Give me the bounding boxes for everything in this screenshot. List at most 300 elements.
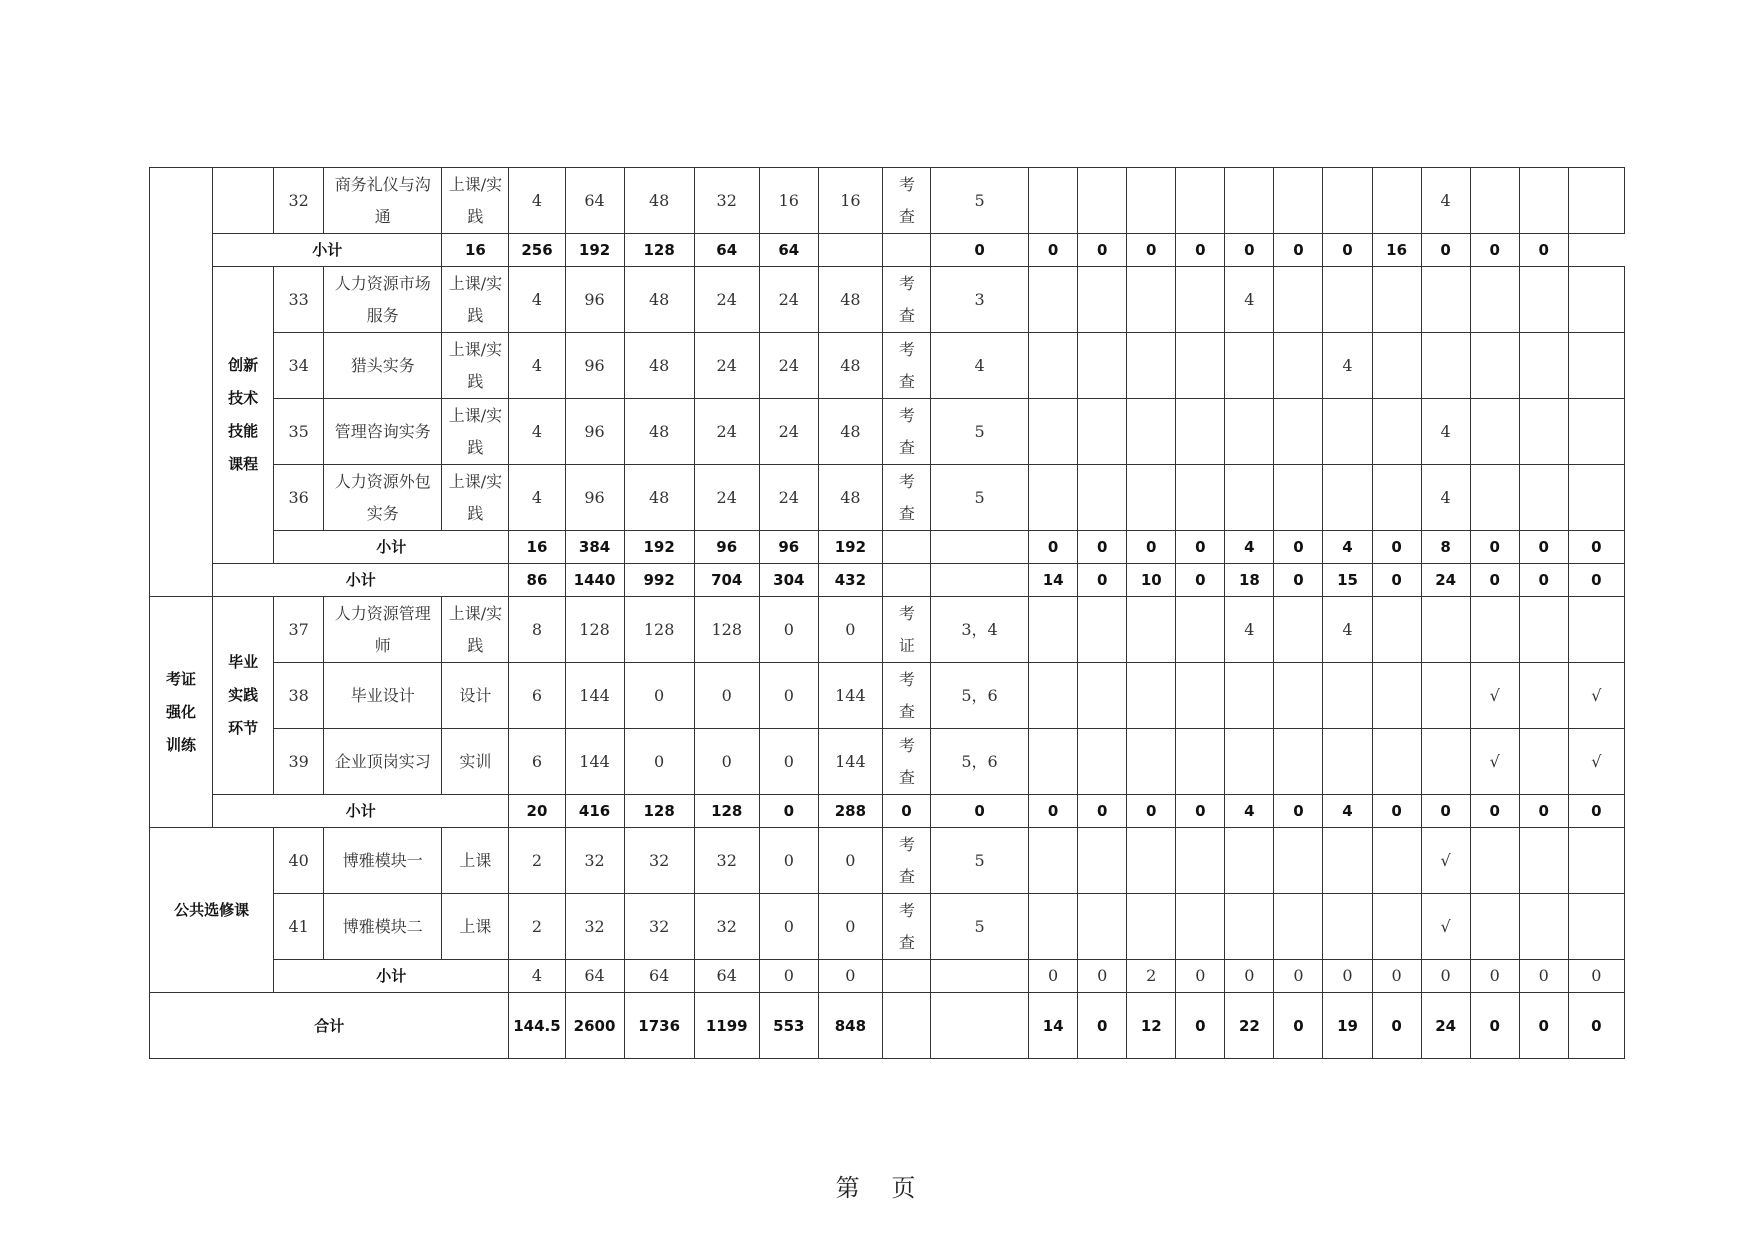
subtotal-week-cell: 0 (1127, 795, 1176, 828)
week-hours-cell (1225, 828, 1274, 894)
subtotal-lecture-cell: 704 (694, 564, 759, 597)
course-practice-cell: 0 (759, 663, 818, 729)
subtotal-row (150, 234, 1625, 267)
subtotal-week-cell: 0 (1274, 564, 1323, 597)
subtotal-practice-cell: 0 (759, 960, 818, 993)
course-extra-cell: 16 (818, 168, 882, 234)
subtotal-week-cell: 0 (1078, 234, 1127, 267)
subtotal-term-cell: 0 (930, 795, 1028, 828)
week-hours-cell (1421, 333, 1470, 399)
total-label: 合计 (150, 993, 509, 1059)
course-extra-cell: 144 (818, 663, 882, 729)
subtotal-extra-cell: 64 (759, 234, 818, 267)
total-week-cell: 0 (1568, 993, 1624, 1059)
subtotal-total-cell: 256 (509, 234, 565, 267)
subtotal-week-cell: 0 (1274, 234, 1323, 267)
subtotal-row (150, 960, 1625, 993)
subtotal-label: 小计 (213, 234, 442, 267)
total-practice-cell: 553 (759, 993, 818, 1059)
exam-method-cell: 考查 (882, 465, 930, 531)
week-hours-cell (1372, 729, 1421, 795)
course-extra-cell: 0 (818, 597, 882, 663)
subtotal-label: 小计 (213, 564, 509, 597)
subtotal-week-cell: 0 (1519, 960, 1568, 993)
table-row (150, 729, 1625, 795)
week-hours-cell (1274, 894, 1323, 960)
week-hours-cell: √ (1470, 729, 1519, 795)
course-extra-cell: 0 (818, 828, 882, 894)
subtotal-practice-cell: 0 (759, 795, 818, 828)
subtotal-week-cell: 0 (1323, 960, 1372, 993)
term-cell: 5，6 (930, 663, 1028, 729)
week-hours-cell: √ (1421, 828, 1470, 894)
course-lecture-cell: 128 (694, 597, 759, 663)
week-hours-cell (1029, 399, 1078, 465)
total-week-cell: 0 (1372, 993, 1421, 1059)
week-hours-cell (1568, 333, 1624, 399)
course-credits-cell: 4 (509, 333, 565, 399)
course-practice-cell: 24 (759, 267, 818, 333)
subtotal-theory-cell: 992 (624, 564, 694, 597)
week-hours-cell: 4 (1421, 168, 1470, 234)
course-type-cell: 上课/实践 (442, 267, 509, 333)
total-row (150, 993, 1625, 1059)
exam-method-cell: 考查 (882, 828, 930, 894)
subtotal-week-cell: 0 (1274, 795, 1323, 828)
subtotal-week-cell: 0 (1127, 531, 1176, 564)
course-theory-cell: 32 (624, 828, 694, 894)
course-type-cell: 上课/实践 (442, 333, 509, 399)
page-label-left: 第 (835, 1174, 862, 1202)
course-extra-cell: 48 (818, 399, 882, 465)
week-hours-cell (1029, 465, 1078, 531)
course-no-cell: 35 (274, 399, 324, 465)
week-hours-cell (1029, 168, 1078, 234)
week-hours-cell (1127, 828, 1176, 894)
week-hours-cell (1519, 465, 1568, 531)
subtotal-lecture-cell: 128 (694, 795, 759, 828)
subtotal-week-cell: 0 (1519, 531, 1568, 564)
course-practice-cell: 24 (759, 399, 818, 465)
week-hours-cell (1127, 267, 1176, 333)
week-hours-cell (1029, 894, 1078, 960)
week-hours-cell (1519, 729, 1568, 795)
course-total-cell: 32 (565, 828, 624, 894)
total-week-cell: 22 (1225, 993, 1274, 1059)
week-hours-cell (1029, 663, 1078, 729)
subtotal-row (150, 564, 1625, 597)
course-theory-cell: 48 (624, 267, 694, 333)
week-hours-cell (1372, 663, 1421, 729)
subtotal-week-cell: 0 (1372, 795, 1421, 828)
course-theory-cell: 0 (624, 663, 694, 729)
week-hours-cell (1029, 597, 1078, 663)
subtotal-row (150, 795, 1625, 828)
course-type-cell: 上课 (442, 894, 509, 960)
subtotal-practice-cell: 96 (759, 531, 818, 564)
subtotal-exam-cell (882, 960, 930, 993)
week-hours-cell (1078, 894, 1127, 960)
week-hours-cell: √ (1568, 729, 1624, 795)
subtotal-exam-cell: 0 (882, 795, 930, 828)
total-week-cell: 19 (1323, 993, 1372, 1059)
subtotal-week-cell: 0 (1029, 795, 1078, 828)
week-hours-cell (1127, 894, 1176, 960)
week-hours-cell (1078, 168, 1127, 234)
course-total-cell: 144 (565, 729, 624, 795)
week-hours-cell (1225, 894, 1274, 960)
subtotal-theory-cell: 192 (565, 234, 624, 267)
week-hours-cell (1274, 729, 1323, 795)
group-label-elective: 公共选修课 (150, 828, 274, 993)
week-hours-cell (1421, 267, 1470, 333)
week-hours-cell (1568, 399, 1624, 465)
total-week-cell: 14 (1029, 993, 1078, 1059)
course-no-cell: 32 (274, 168, 324, 234)
total-exam-cell (882, 993, 930, 1059)
week-hours-cell (1078, 828, 1127, 894)
course-no-cell: 41 (274, 894, 324, 960)
week-hours-cell (1372, 465, 1421, 531)
course-no-cell: 38 (274, 663, 324, 729)
course-theory-cell: 32 (624, 894, 694, 960)
term-cell: 5 (930, 168, 1028, 234)
week-hours-cell (1519, 828, 1568, 894)
course-credits-cell: 6 (509, 729, 565, 795)
subtotal-extra-cell: 288 (818, 795, 882, 828)
subtotal-week-cell: 0 (1225, 234, 1274, 267)
course-name-cell: 管理咨询实务 (324, 399, 442, 465)
course-type-cell: 上课/实践 (442, 465, 509, 531)
subtotal-theory-cell: 128 (624, 795, 694, 828)
week-hours-cell (1323, 399, 1372, 465)
course-practice-cell: 16 (759, 168, 818, 234)
subtotal-week-cell: 0 (1470, 960, 1519, 993)
week-hours-cell (1470, 168, 1519, 234)
week-hours-cell: 4 (1421, 399, 1470, 465)
subtotal-week-cell: 0 (1372, 531, 1421, 564)
week-hours-cell (1127, 168, 1176, 234)
subtotal-lecture-cell: 64 (694, 960, 759, 993)
week-hours-cell (1568, 168, 1624, 234)
total-week-cell: 0 (1274, 993, 1323, 1059)
subtotal-week-cell: 0 (1029, 531, 1078, 564)
course-total-cell: 96 (565, 333, 624, 399)
course-type-cell: 实训 (442, 729, 509, 795)
subtotal-week-cell: 2 (1127, 960, 1176, 993)
subtotal-week-cell: 24 (1421, 564, 1470, 597)
course-no-cell: 39 (274, 729, 324, 795)
subtotal-week-cell: 0 (1568, 795, 1624, 828)
course-lecture-cell: 24 (694, 267, 759, 333)
table-row (150, 399, 1625, 465)
week-hours-cell (1421, 663, 1470, 729)
week-hours-cell (1421, 597, 1470, 663)
course-practice-cell: 0 (759, 729, 818, 795)
subtotal-credits-cell: 16 (509, 531, 565, 564)
week-hours-cell (1176, 333, 1225, 399)
week-hours-cell (1078, 267, 1127, 333)
week-hours-cell (1225, 333, 1274, 399)
week-hours-cell (1274, 597, 1323, 663)
subtotal-week-cell: 0 (1176, 960, 1225, 993)
week-hours-cell (1274, 333, 1323, 399)
section-cell-blank (150, 168, 213, 597)
subtotal-week-cell: 4 (1323, 531, 1372, 564)
total-week-cell: 0 (1176, 993, 1225, 1059)
week-hours-cell (1176, 267, 1225, 333)
week-hours-cell (1568, 828, 1624, 894)
course-lecture-cell: 0 (694, 663, 759, 729)
week-hours-cell (1372, 828, 1421, 894)
course-lecture-cell: 24 (694, 399, 759, 465)
week-hours-cell (1127, 663, 1176, 729)
course-name-cell: 毕业设计 (324, 663, 442, 729)
course-total-cell: 144 (565, 663, 624, 729)
subtotal-total-cell: 416 (565, 795, 624, 828)
term-cell: 4 (930, 333, 1028, 399)
table-row (150, 663, 1625, 729)
term-cell: 5 (930, 894, 1028, 960)
course-type-cell: 设计 (442, 663, 509, 729)
subtotal-extra-cell: 432 (818, 564, 882, 597)
course-practice-cell: 24 (759, 465, 818, 531)
subtotal-total-cell: 64 (565, 960, 624, 993)
subtotal-week-cell: 0 (1372, 564, 1421, 597)
subtotal-week-cell: 0 (930, 234, 1028, 267)
exam-method-cell: 考查 (882, 333, 930, 399)
week-hours-cell (1029, 333, 1078, 399)
week-hours-cell (1323, 168, 1372, 234)
subtotal-practice-cell: 64 (694, 234, 759, 267)
table-row (150, 894, 1625, 960)
course-practice-cell: 0 (759, 597, 818, 663)
course-no-cell: 36 (274, 465, 324, 531)
subtotal-exam-cell (882, 564, 930, 597)
week-hours-cell: √ (1470, 663, 1519, 729)
week-hours-cell (1372, 333, 1421, 399)
course-name-cell: 人力资源外包实务 (324, 465, 442, 531)
total-term-cell (930, 993, 1028, 1059)
subtotal-week-cell: 0 (1568, 564, 1624, 597)
subtotal-week-cell: 0 (1029, 960, 1078, 993)
course-lecture-cell: 32 (694, 894, 759, 960)
week-hours-cell (1323, 267, 1372, 333)
group-label-cert: 考证强化训练 (150, 597, 213, 828)
subtotal-extra-cell: 0 (818, 960, 882, 993)
course-extra-cell: 0 (818, 894, 882, 960)
week-hours-cell (1078, 597, 1127, 663)
week-hours-cell (1225, 399, 1274, 465)
week-hours-cell (1274, 399, 1323, 465)
subtotal-theory-cell: 64 (624, 960, 694, 993)
subtotal-week-cell: 18 (1225, 564, 1274, 597)
term-cell: 3 (930, 267, 1028, 333)
course-no-cell: 37 (274, 597, 324, 663)
table-row (150, 168, 1625, 234)
course-credits-cell: 2 (509, 894, 565, 960)
course-name-cell: 人力资源市场服务 (324, 267, 442, 333)
group-label-grad: 毕业实践环节 (213, 597, 274, 795)
course-lecture-cell: 32 (694, 828, 759, 894)
subtotal-label: 小计 (274, 960, 509, 993)
course-total-cell: 96 (565, 267, 624, 333)
subtotal-credits-cell: 16 (442, 234, 509, 267)
subtotal-week-cell: 8 (1421, 531, 1470, 564)
week-hours-cell: 4 (1323, 597, 1372, 663)
week-hours-cell (1176, 597, 1225, 663)
course-total-cell: 32 (565, 894, 624, 960)
group-label-innovation: 创新技术技能课程 (213, 267, 274, 564)
course-lecture-cell: 0 (694, 729, 759, 795)
term-cell: 3，4 (930, 597, 1028, 663)
week-hours-cell (1225, 663, 1274, 729)
subtotal-week-cell: 4 (1323, 795, 1372, 828)
course-no-cell: 34 (274, 333, 324, 399)
week-hours-cell (1127, 729, 1176, 795)
week-hours-cell (1176, 894, 1225, 960)
total-week-cell: 0 (1078, 993, 1127, 1059)
week-hours-cell (1176, 399, 1225, 465)
course-credits-cell: 4 (509, 465, 565, 531)
course-credits-cell: 6 (509, 663, 565, 729)
week-hours-cell (1519, 399, 1568, 465)
week-hours-cell (1568, 597, 1624, 663)
subtotal-week-cell: 0 (1519, 234, 1568, 267)
week-hours-cell (1323, 828, 1372, 894)
week-hours-cell (1274, 828, 1323, 894)
week-hours-cell (1470, 894, 1519, 960)
week-hours-cell (1176, 168, 1225, 234)
course-theory-cell: 0 (624, 729, 694, 795)
course-type-cell: 上课/实践 (442, 399, 509, 465)
week-hours-cell (1274, 168, 1323, 234)
total-theory-cell: 1736 (624, 993, 694, 1059)
week-hours-cell (1176, 465, 1225, 531)
subtotal-week-cell: 0 (1421, 795, 1470, 828)
week-hours-cell (1519, 333, 1568, 399)
subtotal-credits-cell: 86 (509, 564, 565, 597)
course-total-cell: 64 (565, 168, 624, 234)
term-cell: 5，6 (930, 729, 1028, 795)
course-no-cell: 40 (274, 828, 324, 894)
subtotal-lecture-cell: 96 (694, 531, 759, 564)
subtotal-week-cell: 0 (1274, 960, 1323, 993)
exam-method-cell: 考证 (882, 597, 930, 663)
subtotal-week-cell: 0 (1176, 564, 1225, 597)
total-lecture-cell: 1199 (694, 993, 759, 1059)
subtotal-week-cell: 4 (1225, 795, 1274, 828)
course-theory-cell: 48 (624, 399, 694, 465)
subtotal-exam-cell (818, 234, 882, 267)
course-total-cell: 96 (565, 465, 624, 531)
course-lecture-cell: 24 (694, 333, 759, 399)
week-hours-cell: √ (1421, 894, 1470, 960)
course-credits-cell: 4 (509, 399, 565, 465)
subtotal-total-cell: 1440 (565, 564, 624, 597)
page-footer (0, 1168, 1753, 1203)
subtotal-week-cell: 0 (1568, 531, 1624, 564)
week-hours-cell (1519, 267, 1568, 333)
group-cell-blank (213, 168, 274, 234)
table-row (150, 465, 1625, 531)
table-row (150, 267, 1625, 333)
week-hours-cell: 4 (1421, 465, 1470, 531)
course-type-cell: 上课/实践 (442, 168, 509, 234)
week-hours-cell (1470, 597, 1519, 663)
subtotal-theory-cell: 192 (624, 531, 694, 564)
subtotal-week-cell: 0 (1519, 564, 1568, 597)
week-hours-cell (1078, 399, 1127, 465)
subtotal-practice-cell: 304 (759, 564, 818, 597)
week-hours-cell (1372, 399, 1421, 465)
total-week-cell: 12 (1127, 993, 1176, 1059)
week-hours-cell (1078, 333, 1127, 399)
subtotal-term-cell (930, 564, 1028, 597)
course-practice-cell: 0 (759, 894, 818, 960)
exam-method-cell: 考查 (882, 168, 930, 234)
subtotal-week-cell: 0 (1176, 531, 1225, 564)
week-hours-cell (1127, 597, 1176, 663)
week-hours-cell (1274, 267, 1323, 333)
week-hours-cell (1323, 465, 1372, 531)
subtotal-lecture-cell: 128 (624, 234, 694, 267)
week-hours-cell (1127, 399, 1176, 465)
week-hours-cell (1323, 729, 1372, 795)
total-extra-cell: 848 (818, 993, 882, 1059)
total-week-cell: 0 (1470, 993, 1519, 1059)
course-extra-cell: 48 (818, 465, 882, 531)
week-hours-cell (1470, 333, 1519, 399)
week-hours-cell (1519, 168, 1568, 234)
course-credits-cell: 8 (509, 597, 565, 663)
week-hours-cell: 4 (1225, 597, 1274, 663)
subtotal-week-cell: 10 (1127, 564, 1176, 597)
week-hours-cell (1372, 168, 1421, 234)
subtotal-week-cell: 0 (1078, 960, 1127, 993)
course-credits-cell: 4 (509, 267, 565, 333)
subtotal-credits-cell: 4 (509, 960, 565, 993)
subtotal-week-cell: 0 (1176, 795, 1225, 828)
course-lecture-cell: 32 (694, 168, 759, 234)
week-hours-cell (1078, 729, 1127, 795)
week-hours-cell (1568, 465, 1624, 531)
subtotal-term-cell (930, 531, 1028, 564)
subtotal-total-cell: 384 (565, 531, 624, 564)
week-hours-cell (1176, 729, 1225, 795)
subtotal-week-cell: 0 (1568, 960, 1624, 993)
subtotal-label: 小计 (274, 531, 509, 564)
week-hours-cell (1225, 729, 1274, 795)
exam-method-cell: 考查 (882, 663, 930, 729)
week-hours-cell (1127, 333, 1176, 399)
subtotal-week-cell: 0 (1274, 531, 1323, 564)
subtotal-term-cell (930, 960, 1028, 993)
subtotal-week-cell: 0 (1078, 564, 1127, 597)
subtotal-week-cell: 0 (1470, 234, 1519, 267)
exam-method-cell: 考查 (882, 267, 930, 333)
course-extra-cell: 48 (818, 333, 882, 399)
week-hours-cell (1225, 168, 1274, 234)
week-hours-cell (1127, 465, 1176, 531)
subtotal-week-cell: 16 (1372, 234, 1421, 267)
page-label-right: 页 (891, 1174, 918, 1202)
total-week-cell: 24 (1421, 993, 1470, 1059)
course-name-cell: 商务礼仪与沟通 (324, 168, 442, 234)
week-hours-cell (1078, 663, 1127, 729)
course-theory-cell: 48 (624, 465, 694, 531)
week-hours-cell (1078, 465, 1127, 531)
